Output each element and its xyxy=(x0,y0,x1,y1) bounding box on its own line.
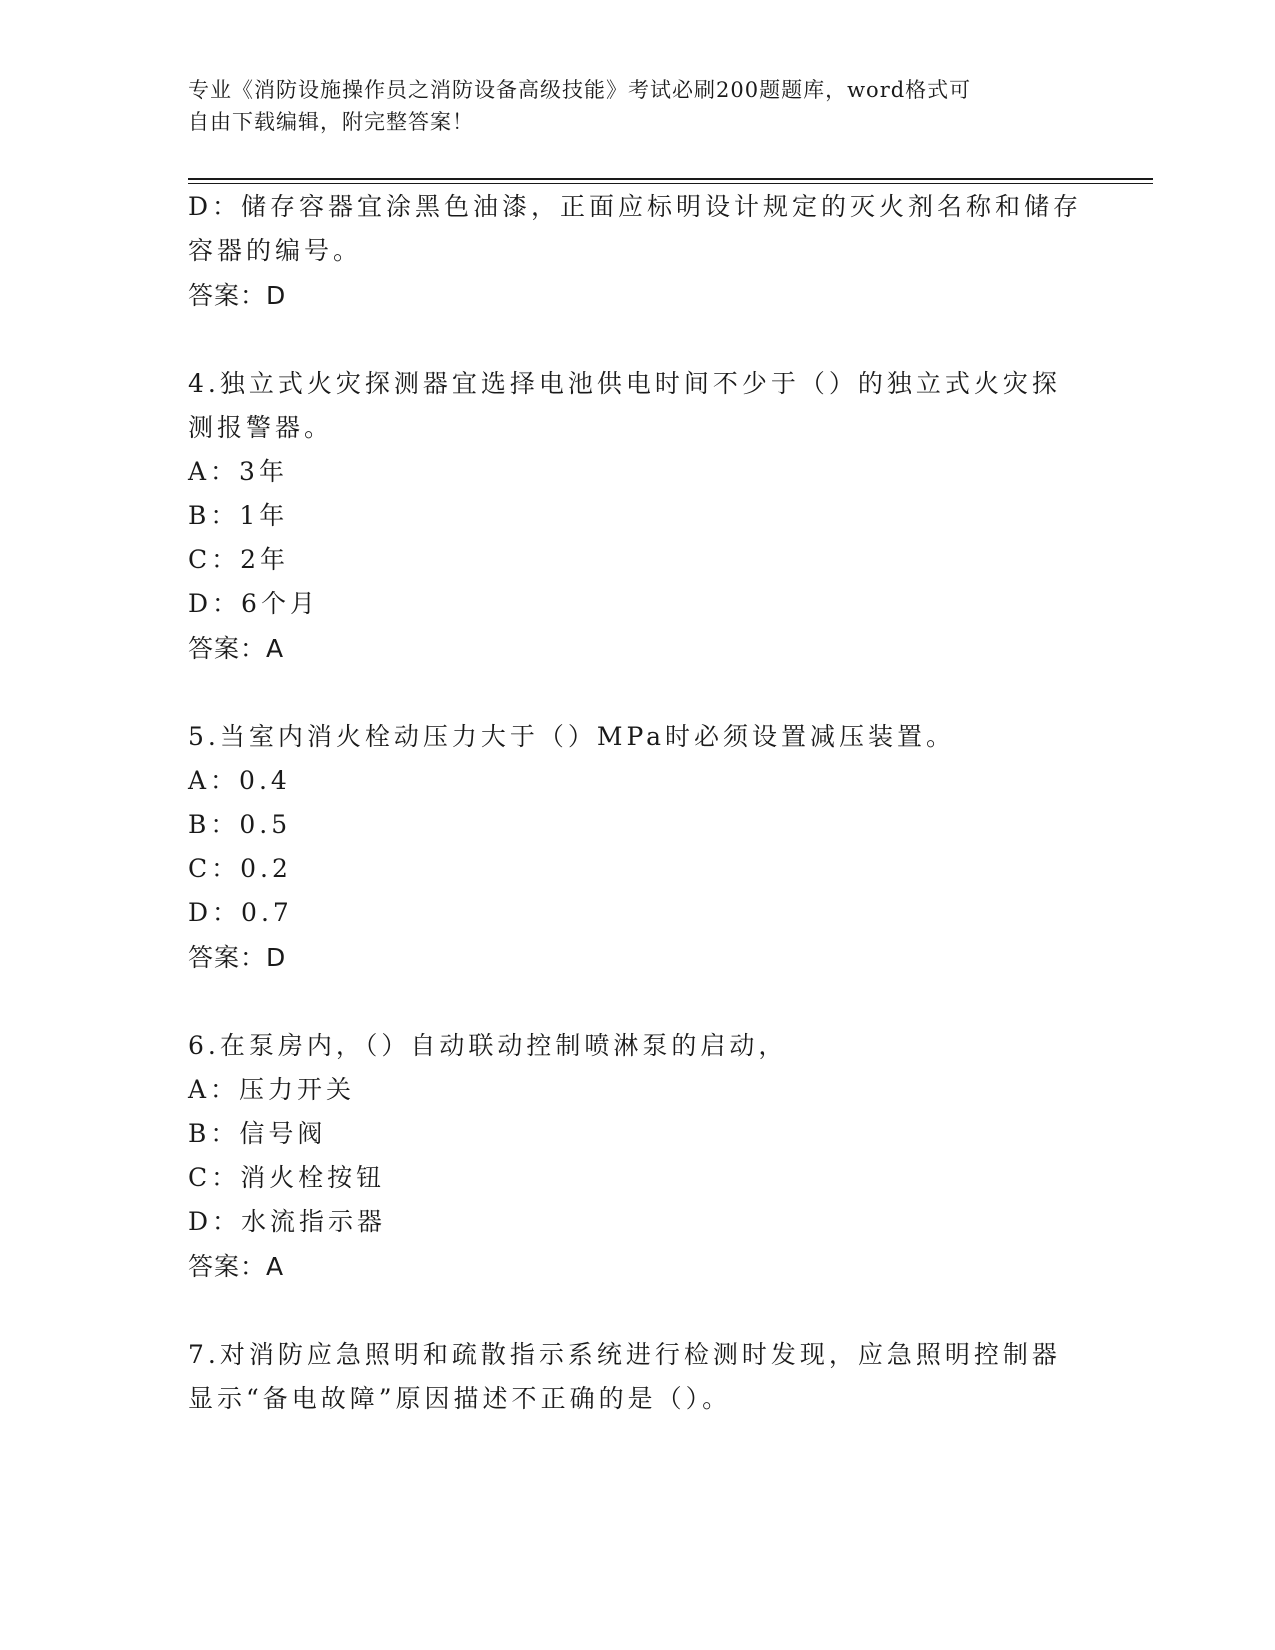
header-divider-thin xyxy=(188,183,1153,184)
q6-option-a: A：压力开关 xyxy=(188,1075,356,1104)
document-header xyxy=(188,74,1068,138)
q4-stem-line1: 4.独立式火灾探测器宜选择电池供电时间不少于（）的独立式火灾探 xyxy=(188,369,1061,398)
header-line-2: 自由下载编辑，附完整答案！ xyxy=(188,110,474,134)
q6-stem-line1: 6.在泵房内，（）自动联动控制喷淋泵的启动， xyxy=(188,1031,788,1060)
q5-option-d: D：0.7 xyxy=(188,898,293,927)
q5-option-c: C：0.2 xyxy=(188,854,292,883)
q7-stem-line2: 显示“备电故障”原因描述不正确的是（）。 xyxy=(188,1384,732,1413)
q5-option-b: B：0.5 xyxy=(188,810,292,839)
q4-option-a: A：3年 xyxy=(188,457,288,486)
q4-option-d: D：6个月 xyxy=(188,589,319,618)
q3-answer: 答案：D xyxy=(188,281,287,310)
q5-option-a: A：0.4 xyxy=(188,766,291,795)
q6-option-d: D：水流指示器 xyxy=(188,1207,387,1236)
q4-option-c: C：2年 xyxy=(188,545,290,574)
q3-option-d-line2: 容器的编号。 xyxy=(188,236,363,265)
q7-stem-line1: 7.对消防应急照明和疏散指示系统进行检测时发现，应急照明控制器 xyxy=(188,1340,1061,1369)
q6-option-b: B：信号阀 xyxy=(188,1119,327,1148)
q6-answer: 答案：A xyxy=(188,1252,285,1281)
q4-stem-line2: 测报警器。 xyxy=(188,413,334,442)
q4-answer: 答案：A xyxy=(188,634,285,663)
q5-stem-line1: 5.当室内消火栓动压力大于（）MPa时必须设置减压装置。 xyxy=(188,722,956,751)
q5-answer: 答案：D xyxy=(188,943,287,972)
q3-option-d-line1: D：储存容器宜涂黑色油漆，正面应标明设计规定的灭火剂名称和储存 xyxy=(188,192,1083,221)
q4-option-b: B：1年 xyxy=(188,501,289,530)
q6-option-c: C：消火栓按钮 xyxy=(188,1163,386,1192)
header-line-1: 专业《消防设施操作员之消防设备高级技能》考试必刷200题题库，word格式可 xyxy=(188,78,972,102)
header-divider-thick xyxy=(188,178,1153,180)
